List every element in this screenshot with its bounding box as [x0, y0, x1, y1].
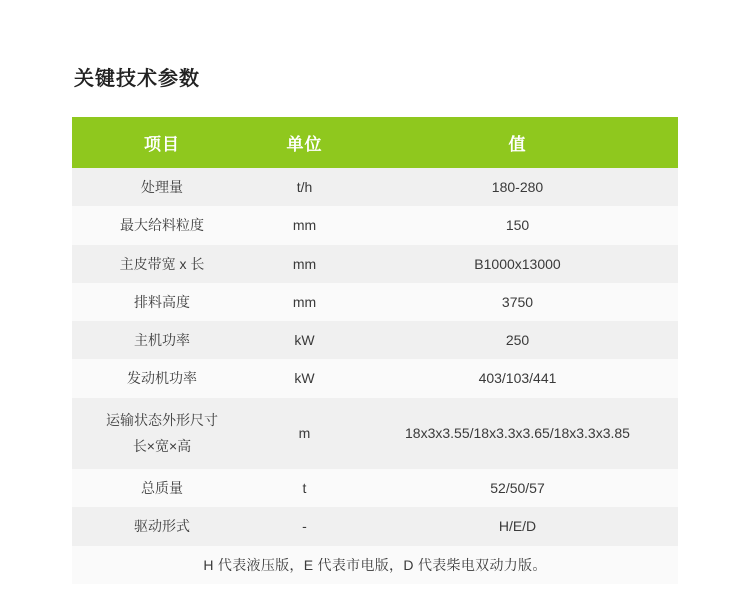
cell-value: 52/50/57	[357, 469, 678, 507]
cell-value: 18x3x3.55/18x3.3x3.65/18x3.3x3.85	[357, 398, 678, 469]
table-row	[72, 245, 678, 283]
cell-unit: m	[252, 398, 357, 469]
cell-unit: t/h	[252, 168, 357, 206]
table-row	[72, 469, 678, 507]
spec-table	[72, 117, 678, 584]
cell-unit: -	[252, 507, 357, 545]
cell-item: 主皮带宽 x 长	[72, 245, 252, 283]
cell-unit: mm	[252, 206, 357, 244]
cell-item: 运输状态外形尺寸 长×宽×高	[72, 398, 252, 469]
cell-unit: kW	[252, 321, 357, 359]
cell-unit: kW	[252, 359, 357, 397]
cell-value: 150	[357, 206, 678, 244]
table-body	[72, 168, 678, 584]
cell-value: 403/103/441	[357, 359, 678, 397]
table-row	[72, 168, 678, 206]
column-header-item: 项目	[72, 117, 252, 168]
table-row	[72, 206, 678, 244]
cell-value: 250	[357, 321, 678, 359]
cell-unit: t	[252, 469, 357, 507]
table-row	[72, 398, 678, 469]
cell-unit: mm	[252, 245, 357, 283]
cell-item: 发动机功率	[72, 359, 252, 397]
cell-item: 驱动形式	[72, 507, 252, 545]
cell-value: 180-280	[357, 168, 678, 206]
column-header-value: 值	[357, 117, 678, 168]
table-note-row	[72, 546, 678, 584]
table-row	[72, 283, 678, 321]
table-row	[72, 507, 678, 545]
cell-item: 总质量	[72, 469, 252, 507]
cell-value: H/E/D	[357, 507, 678, 545]
column-header-unit: 单位	[252, 117, 357, 168]
table-row	[72, 321, 678, 359]
table-row	[72, 359, 678, 397]
cell-item: 主机功率	[72, 321, 252, 359]
cell-unit: mm	[252, 283, 357, 321]
table-note: H 代表液压版，E 代表市电版，D 代表柴电双动力版。	[72, 546, 678, 584]
cell-item: 排料高度	[72, 283, 252, 321]
table-header	[72, 117, 678, 168]
cell-item: 最大给料粒度	[72, 206, 252, 244]
table-header-row	[72, 117, 678, 168]
cell-value: B1000x13000	[357, 245, 678, 283]
page-title: 关键技术参数	[74, 68, 200, 90]
cell-item: 处理量	[72, 168, 252, 206]
cell-value: 3750	[357, 283, 678, 321]
